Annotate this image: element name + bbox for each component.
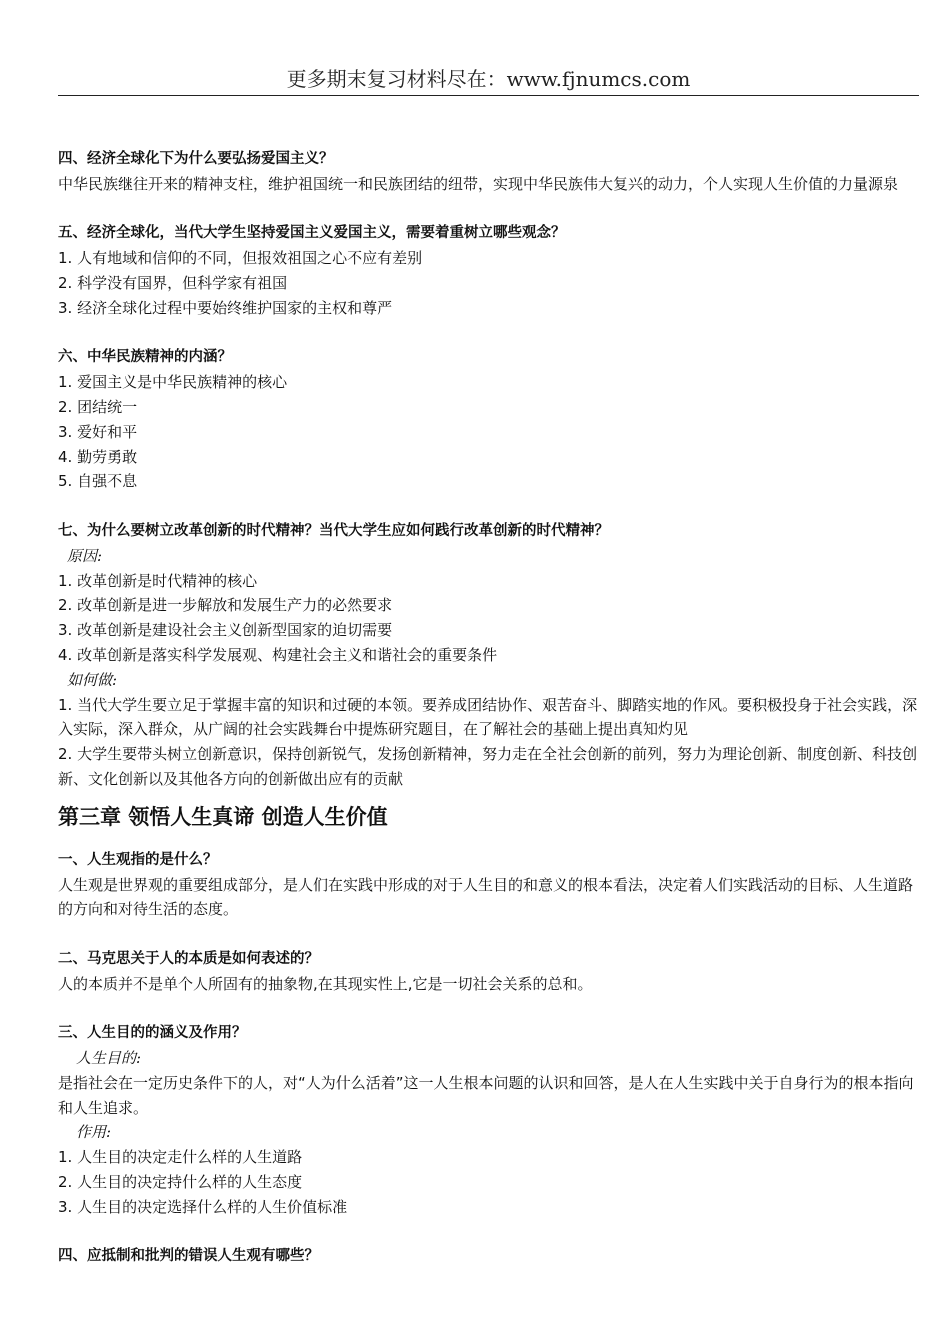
question-heading: 二、马克思关于人的本质是如何表述的？	[58, 950, 319, 967]
question-heading: 四、经济全球化下为什么要弘扬爱国主义？	[58, 151, 334, 167]
list-item: 3. 爱好和平	[58, 422, 138, 441]
sub-label-how: 如何做:	[67, 670, 118, 689]
list-item: 1. 改革创新是时代精神的核心	[58, 571, 258, 590]
list-item: 3. 人生目的决定选择什么样的人生价值标准	[58, 1197, 348, 1216]
question-heading: 三、人生目的的涵义及作用？	[58, 1025, 247, 1042]
list-item: 2. 科学没有国界，但科学家有祖国	[58, 273, 288, 292]
list-item: 1. 人生目的决定走什么样的人生道路	[58, 1148, 303, 1167]
header-divider	[58, 95, 919, 96]
list-item: 5. 自强不息	[58, 472, 138, 491]
answer-paragraph: 人的本质并不是单个人所固有的抽象物,在其现实性上,它是一切社会关系的总和。	[58, 974, 593, 993]
question-heading: 七、为什么要树立改革创新的时代精神？当代大学生应如何践行改革创新的时代精神？	[58, 522, 609, 539]
question-heading: 四、应抵制和批判的错误人生观有哪些？	[58, 1248, 319, 1265]
sub-label-reason: 原因:	[67, 546, 103, 565]
question-heading: 五、经济全球化，当代大学生坚持爱国主义爱国主义，需要着重树立哪些观念？	[58, 225, 566, 242]
chapter-title: 第三章 领悟人生真谛 创造人生价值	[58, 804, 388, 829]
list-item: 2. 团结统一	[58, 397, 138, 416]
list-item: 2. 改革创新是进一步解放和发展生产力的必然要求	[58, 596, 393, 615]
page-header: 更多期末复习材料尽在：www.fjnumcs.com	[286, 67, 691, 91]
list-item: 4. 改革创新是落实科学发展观、构建社会主义和谐社会的重要条件	[58, 645, 498, 664]
sub-label-definition: 人生目的:	[76, 1049, 142, 1068]
list-item: 2. 大学生要带头树立创新意识，保持创新锐气，发扬创新精神，努力走在全社会创新的前列，努力为理论创新、制度创新、科技创新、文化创新以及其他各方向的创新做出应有的贡献	[58, 745, 918, 788]
answer-paragraph: 人生观是世界观的重要组成部分，是人们在实践中形成的对于人生目的和意义的根本看法，决定着人们实践活动的目标、人生道路的方向和对待生活的态度。	[58, 875, 914, 919]
list-item: 1. 人有地域和信仰的不同，但报效祖国之心不应有差别	[58, 249, 423, 268]
list-item: 1. 爱国主义是中华民族精神的核心	[58, 373, 288, 392]
list-item: 2. 人生目的决定持什么样的人生态度	[58, 1173, 303, 1192]
list-item: 3. 改革创新是建设社会主义创新型国家的迫切需要	[58, 621, 393, 640]
answer-paragraph: 中华民族继往开来的精神支柱，维护祖国统一和民族团结的纽带，实现中华民族伟大复兴的动力，个人实现人生价值的力量源泉	[58, 174, 899, 193]
question-heading: 六、中华民族精神的内涵？	[58, 349, 232, 366]
list-item: 3. 经济全球化过程中要始终维护国家的主权和尊严	[58, 298, 393, 317]
answer-paragraph: 是指社会在一定历史条件下的人，对“人为什么活着”这一人生根本问题的认识和回答，是人在人生实践中关于自身行为的根本指向和人生追求。	[58, 1073, 914, 1117]
sub-label-use: 作用:	[76, 1123, 112, 1142]
document-body	[58, 147, 920, 1269]
list-item: 1. 当代大学生要立足于掌握丰富的知识和过硬的本领。要养成团结协作、艰苦奋斗、脚踏实地的作风。要积极投身于社会实践，深入实际，深入群众，从广阔的社会实践舞台中提炼研究题目，在了解社会的基础上提出真知灼见	[58, 695, 918, 739]
list-item: 4. 勤劳勇敢	[58, 447, 138, 466]
question-heading: 一、人生观指的是什么？	[58, 851, 218, 868]
